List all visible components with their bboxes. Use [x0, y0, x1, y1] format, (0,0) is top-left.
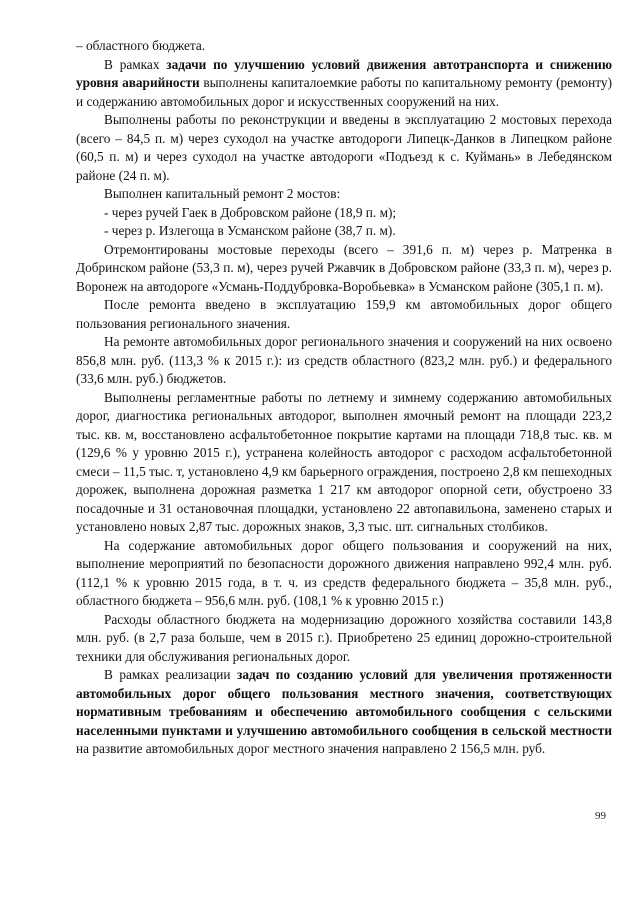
- paragraph-12: [76, 666, 612, 759]
- paragraph-4: [76, 204, 612, 223]
- paragraph-2: [76, 111, 612, 185]
- paragraph-1: [76, 56, 612, 112]
- text-segment: – областного бюджета.: [76, 38, 206, 53]
- text-segment: Выполнены регламентные работы по летнему и зимнему содержанию автомобильных дорог, диагностика региональных автодорог, выполнен ямочный ремонт на площади 223,2 тыс. кв. м, восстановлено асфальтобетонное покрытие картами на площади 718,8 тыс. кв. м (129,6 % у уровню 2015 г.), устранена колейность автодорог с расходом асфальтобетонной смеси – 11,5 тыс. т, установлено 4,9 км барьерного ограждения, построено 2,8 км пешеходных дорожек, выполнена дорожная разметка 1 217 км автодорог опорной сети, обустроено 33 посадочные и 31 остановочная площадки, установлено 22 автопавильона, заменено старых и установлено новых 2,87 тыс. дорожных знаков, 3,3 тыс. шт. сигнальных столбиков.: [76, 389, 612, 534]
- paragraph-6: [76, 241, 612, 297]
- text-segment: - через р. Излегоща в Усманском районе (38,7 п. м).: [104, 223, 396, 238]
- text-segment: В рамках: [104, 56, 167, 72]
- paragraph-0: [76, 37, 612, 56]
- paragraph-11: [76, 611, 612, 667]
- text-segment: - через ручей Гаек в Добровском районе (18,9 п. м);: [104, 204, 397, 220]
- page-number: 99: [595, 810, 606, 822]
- bold-text: задачи по улучшению условий движения автотранспорта и снижению уровня аварийности: [76, 56, 612, 90]
- text-segment: Расходы областного бюджета на модернизацию дорожного хозяйства составили 143,8 млн. руб. (в 2,7 раза больше, чем в 2015 г.). Приобретено 25 единиц дорожно-строительной техники для обслуживания региональных дорог.: [76, 611, 612, 664]
- paragraph-7: [76, 296, 612, 333]
- text-segment: На содержание автомобильных дорог общего пользования и сооружений на них, выполнение мероприятий по безопасности дорожного движения направлено 992,4 млн. руб. (112,1 % к уровню 2015 года, в т. ч. из средств федерального бюджета – 35,8 млн. руб., областного бюджета – 956,6 млн. руб. (108,1 % к уровню 2015 г.): [76, 537, 612, 608]
- text-segment: выполнены капиталоемкие работы по капитальному ремонту (ремонту) и содержанию автомобильных дорог и искусственных сооружений на них.: [76, 75, 612, 109]
- text-segment: Выполнен капитальный ремонт 2 мостов:: [104, 186, 341, 201]
- paragraph-10: [76, 537, 612, 611]
- text-segment: В рамках реализации: [104, 667, 238, 682]
- paragraph-5: [76, 222, 612, 241]
- text-segment: После ремонта введено в эксплуатацию 159,9 км автомобильных дорог общего пользования регионального значения.: [76, 297, 612, 331]
- text-segment: на развитие автомобильных дорог местного значения направлено 2 156,5 млн. руб.: [76, 741, 546, 756]
- text-segment: Выполнены работы по реконструкции и введены в эксплуатацию 2 мостовых перехода (всего – 84,5 п. м) через суходол на участке автодороги Липецк-Данков в Липецком районе (60,5 п. м) и через суходол на участке автодороги «Подъезд к с. Куймань» в Лебедянском районе (24 п. м).: [76, 112, 612, 183]
- bold-text: задач по созданию условий для увеличения протяженности автомобильных дорог общего пользования местного значения, соответствующих нормативным требованиям и обеспечению автомобильного сообщения с сельскими населенными пунктами и улучшению автомобильного сообщения в сельской местности: [76, 667, 613, 738]
- paragraph-8: [76, 333, 612, 389]
- paragraph-9: [76, 389, 612, 537]
- paragraph-3: [76, 185, 612, 204]
- text-segment: На ремонте автомобильных дорог регионального значения и сооружений на них освоено 856,8 млн. руб. (113,3 % к 2015 г.): из средств областного (823,2 млн. руб.) и федерального (33,6 млн. руб.) бюджетов.: [76, 334, 612, 386]
- text-segment: Отремонтированы мостовые переходы (всего – 391,6 п. м) через р. Матренка в Добринском районе (53,3 п. м), через ручей Ржавчик в Добровском районе (33,3 п. м), через р. Воронеж на автодороге «Усмань-Поддубровка-Воробьевка» в Усманском районе (305,1 п. м).: [76, 241, 612, 294]
- document-body: [76, 37, 612, 759]
